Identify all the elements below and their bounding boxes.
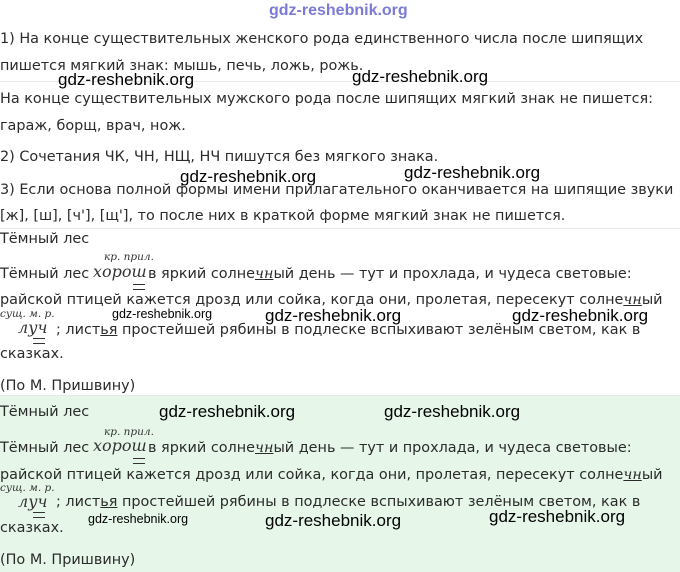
watermark: gdz-reshebnik.org: [489, 507, 626, 526]
text-a-title: Тёмный лес: [0, 231, 90, 247]
rule-2-line-1: 2) Сочетания ЧК, ЧН, НЩ, НЧ пишутся без мягкого знака.: [0, 149, 439, 165]
text-b-word-adj: хорош: [93, 436, 147, 455]
text-a-line-1: [0, 264, 89, 284]
text-b-line-2: [0, 465, 663, 485]
text-a-line-3-start: ; лист: [56, 322, 101, 338]
watermark: gdz-reshebnik.org: [180, 167, 317, 186]
text-a-line-1-chn: чн: [255, 266, 274, 282]
text-a-line-2-end: ый: [641, 292, 663, 308]
watermark: gdz-reshebnik.org: [384, 402, 521, 421]
text-a-line-1-mid: в яркий солне: [148, 266, 255, 282]
text-b-line-1-mid: в яркий солне: [148, 440, 255, 456]
text-b-adj-underline: [133, 458, 145, 464]
text-b-line-1-end: ый день — тут и прохлада, и чудеса световые:: [273, 440, 632, 456]
scan-line: [0, 228, 680, 229]
text-b-note-noun: сущ. м. р.: [0, 482, 55, 494]
watermark: gdz-reshebnik.org: [512, 306, 649, 325]
text-a-note-adj: кр. прил.: [104, 251, 154, 263]
text-a-word-adj: хорош: [93, 262, 147, 281]
text-b-note-adj: кр. прил.: [104, 426, 154, 438]
watermark: gdz-reshebnik.org: [404, 163, 541, 182]
text-a-line-1-start: Тёмный лес: [0, 266, 90, 282]
text-a-line-4: сказках.: [0, 346, 64, 362]
watermark: gdz-reshebnik.org: [265, 306, 402, 325]
text-a-line-3-end: простейшей рябины в подлеске вспыхивают зелёным светом, как в: [117, 322, 641, 338]
rule-1-line-3: На конце существительных мужского рода после шипящих мягкий знак не пишется:: [0, 91, 653, 107]
text-a-line-1-rest: [148, 264, 632, 284]
watermark: gdz-reshebnik.org: [58, 70, 195, 89]
text-b-word-noun: луч: [18, 492, 48, 511]
watermark: gdz-reshebnik.org: [352, 67, 489, 86]
text-b-line-2-end: ый: [641, 467, 663, 483]
rule-3-line-2: [ж], [ш], [ч'], [щ'], то после них в краткой форме мягкий знак не пишется.: [0, 208, 566, 224]
text-b-line-3-start: ; лист: [56, 494, 101, 510]
watermark: gdz-reshebnik.org: [265, 511, 402, 530]
text-a-word-noun: луч: [18, 318, 48, 337]
text-b-line-1-rest: [148, 438, 632, 458]
rule-3-line-1: 3) Если основа полной формы имени прилагательного оканчивается на шипящие звуки: [0, 182, 674, 198]
rule-1-line-2: пишется мягкий знак: мышь, печь, ложь, рожь.: [0, 58, 364, 74]
text-a-line-1-end: ый день — тут и прохлада, и чудеса световые:: [273, 266, 632, 282]
text-b-line-4: сказках.: [0, 520, 64, 536]
text-a-line-2-start: райской птицей кажется дрозд или сойка, когда они, пролетая, пересекут солне: [0, 292, 624, 308]
text-a-line-2-chn: чн: [623, 292, 642, 308]
watermark: gdz-reshebnik.org: [88, 512, 189, 526]
text-b-line-1-chn: чн: [255, 440, 274, 456]
text-b-line-3-end: простейшей рябины в подлеске вспыхивают зелёным светом, как в: [117, 494, 641, 510]
text-b-line-2-chn: чн: [623, 467, 642, 483]
rule-1-line-4: гараж, борщ, врач, нож.: [0, 118, 186, 134]
rule-1-line-1: 1) На конце существительных женского рода единственного числа после шипящих: [0, 31, 644, 47]
text-b-line-1: [0, 438, 89, 458]
text-b-title: Тёмный лес: [0, 404, 90, 420]
top-watermark[interactable]: gdz-reshebnik.org: [269, 2, 408, 19]
text-b-line-3-ya: ья: [100, 494, 118, 510]
watermark: gdz-reshebnik.org: [159, 402, 296, 421]
text-a-note-noun: сущ. м. р.: [0, 308, 55, 320]
text-b-line-2-start: райской птицей кажется дрозд или сойка, когда они, пролетая, пересекут солне: [0, 467, 624, 483]
text-a-source: (По М. Пришвину): [0, 378, 136, 394]
text-b-source: (По М. Пришвину): [0, 552, 136, 568]
watermark: gdz-reshebnik.org: [112, 307, 213, 321]
text-b-line-1-start: Тёмный лес: [0, 440, 90, 456]
text-a-line-3-ya: ья: [100, 322, 118, 338]
